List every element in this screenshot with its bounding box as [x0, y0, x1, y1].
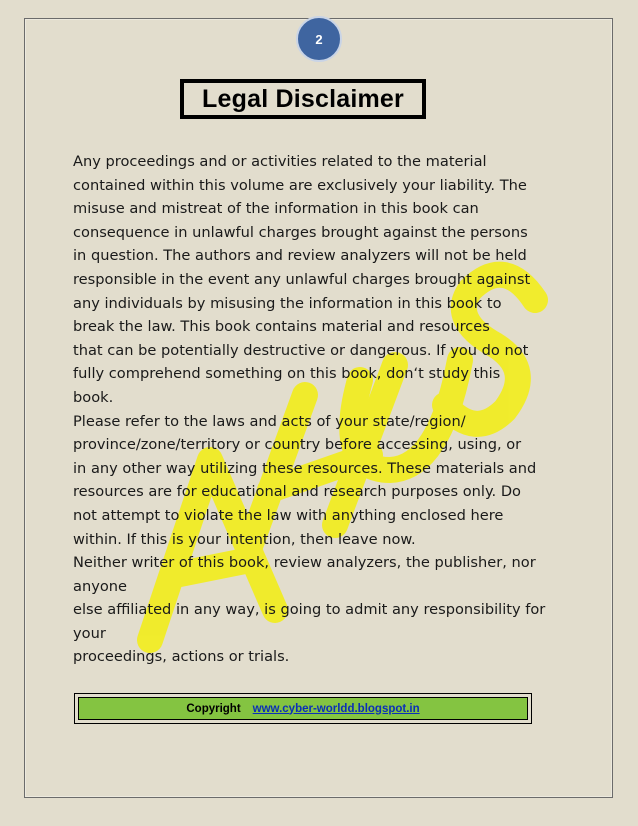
body-line: Please refer to the laws and acts of your state/region/	[73, 412, 466, 430]
page-number-badge	[296, 16, 342, 62]
body-line: fully comprehend something on this book, don‘t study this	[73, 365, 501, 383]
body-line: responsible in the event any unlawful charges brought against	[73, 270, 531, 288]
page-number: 2	[315, 31, 323, 47]
body-line: contained within this volume are exclusively your liability. The	[73, 176, 527, 194]
body-line: consequence in unlawful charges brought against the persons	[73, 223, 528, 241]
body-line: your	[73, 624, 106, 642]
copyright-link[interactable]: www.cyber-worldd.blogspot.in	[252, 702, 420, 715]
body-line: Neither writer of this book, review analyzers, the publisher, nor	[73, 554, 536, 572]
body-line: any individuals by misusing the information in this book to	[73, 294, 502, 312]
body-line: book.	[73, 388, 114, 406]
body-line: anyone	[73, 577, 127, 595]
body-line: else affiliated in any way, is going to admit any responsibility for	[73, 601, 546, 619]
page-title: Legal Disclaimer	[202, 84, 404, 113]
body-line: in any other way utilizing these resources. These materials and	[73, 459, 537, 477]
body-line: misuse and mistreat of the information in this book can	[73, 200, 479, 218]
body-line: resources are for educational and research purposes only. Do	[73, 483, 521, 501]
body-line: that can be potentially destructive or dangerous. If you do not	[73, 341, 529, 359]
copyright-bar	[78, 697, 528, 720]
body-line: province/zone/territory or country before accessing, using, or	[73, 436, 522, 454]
body-line: break the law. This book contains material and resources	[73, 318, 490, 336]
body-line: proceedings, actions or trials.	[73, 648, 290, 666]
body-line: Any proceedings and or activities related to the material	[73, 153, 487, 170]
disclaimer-text	[73, 150, 573, 669]
copyright-label: Copyright	[186, 702, 241, 715]
body-line: in question. The authors and review analyzers will not be held	[73, 247, 527, 265]
body-line: not attempt to violate the law with anything enclosed here	[73, 506, 504, 524]
copyright-box	[74, 693, 532, 724]
body-line: within. If this is your intention, then leave now.	[73, 530, 416, 548]
title-box	[180, 79, 426, 119]
title-box-inner	[183, 82, 423, 116]
